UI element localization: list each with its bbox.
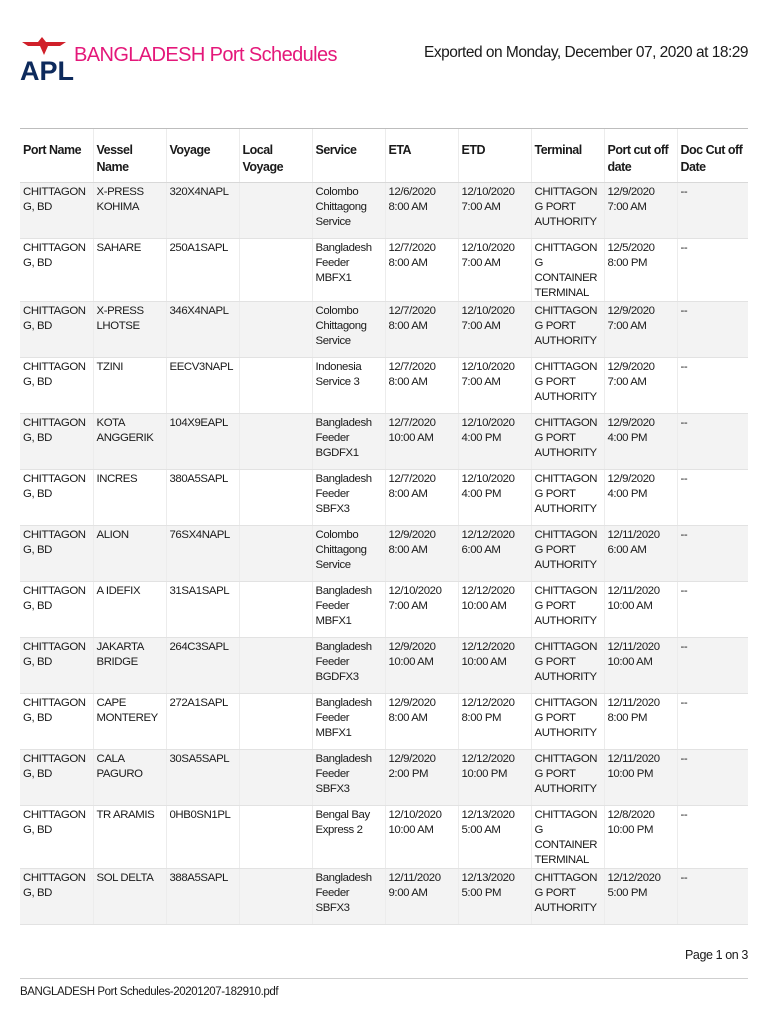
doc-cutoff-cell: --	[677, 470, 748, 526]
vessel-name-cell: INCRES	[93, 470, 166, 526]
etd-cell: 12/12/2020 10:00 AM	[458, 582, 531, 638]
service-cell: Bengal Bay Express 2	[312, 806, 385, 869]
voyage-cell: EECV3NAPL	[166, 358, 239, 414]
column-header: Terminal	[531, 129, 604, 183]
local-voyage-cell	[239, 694, 312, 750]
terminal-cell: CHITTAGONG PORT AUTHORITY	[531, 638, 604, 694]
etd-cell: 12/12/2020 8:00 PM	[458, 694, 531, 750]
service-cell: Colombo Chittagong Service	[312, 526, 385, 582]
local-voyage-cell	[239, 239, 312, 302]
schedule-table	[20, 128, 748, 925]
footer-divider	[20, 978, 748, 979]
service-cell: Bangladesh Feeder SBFX3	[312, 470, 385, 526]
etd-cell: 12/13/2020 5:00 PM	[458, 869, 531, 925]
terminal-cell: CHITTAGONG PORT AUTHORITY	[531, 183, 604, 239]
port-cutoff-cell: 12/11/2020 6:00 AM	[604, 526, 677, 582]
doc-cutoff-cell: --	[677, 414, 748, 470]
port-cutoff-cell: 12/11/2020 10:00 AM	[604, 582, 677, 638]
eta-cell: 12/7/2020 8:00 AM	[385, 302, 458, 358]
vessel-name-cell: SOL DELTA	[93, 869, 166, 925]
etd-cell: 12/12/2020 10:00 PM	[458, 750, 531, 806]
service-cell: Bangladesh Feeder SBFX3	[312, 750, 385, 806]
apl-logo	[20, 36, 74, 92]
vessel-name-cell: X-PRESS KOHIMA	[93, 183, 166, 239]
column-header: Port cut off date	[604, 129, 677, 183]
port-name-cell: CHITTAGONG, BD	[20, 582, 93, 638]
page-number: Page 1 on 3	[684, 948, 748, 962]
table-row	[20, 302, 748, 358]
etd-cell: 12/10/2020 7:00 AM	[458, 239, 531, 302]
voyage-cell: 250A1SAPL	[166, 239, 239, 302]
local-voyage-cell	[239, 582, 312, 638]
eta-cell: 12/9/2020 8:00 AM	[385, 526, 458, 582]
voyage-cell: 76SX4NAPL	[166, 526, 239, 582]
eta-cell: 12/10/2020 10:00 AM	[385, 806, 458, 869]
voyage-cell: 380A5SAPL	[166, 470, 239, 526]
eta-cell: 12/9/2020 2:00 PM	[385, 750, 458, 806]
table-row	[20, 638, 748, 694]
port-cutoff-cell: 12/12/2020 5:00 PM	[604, 869, 677, 925]
port-name-cell: CHITTAGONG, BD	[20, 694, 93, 750]
vessel-name-cell: SAHARE	[93, 239, 166, 302]
table-row	[20, 239, 748, 302]
port-name-cell: CHITTAGONG, BD	[20, 470, 93, 526]
port-name-cell: CHITTAGONG, BD	[20, 526, 93, 582]
terminal-cell: CHITTAGONG PORT AUTHORITY	[531, 414, 604, 470]
voyage-cell: 30SA5SAPL	[166, 750, 239, 806]
etd-cell: 12/12/2020 10:00 AM	[458, 638, 531, 694]
column-header: Local Voyage	[239, 129, 312, 183]
port-cutoff-cell: 12/5/2020 8:00 PM	[604, 239, 677, 302]
port-cutoff-cell: 12/8/2020 10:00 PM	[604, 806, 677, 869]
doc-cutoff-cell: --	[677, 638, 748, 694]
local-voyage-cell	[239, 750, 312, 806]
table-row	[20, 470, 748, 526]
service-cell: Bangladesh Feeder BGDFX3	[312, 638, 385, 694]
table-row	[20, 582, 748, 638]
doc-cutoff-cell: --	[677, 582, 748, 638]
table-row	[20, 358, 748, 414]
table-row	[20, 526, 748, 582]
terminal-cell: CHITTAGONG CONTAINER TERMINAL	[531, 239, 604, 302]
table-row	[20, 183, 748, 239]
eta-cell: 12/7/2020 8:00 AM	[385, 239, 458, 302]
column-header: Port Name	[20, 129, 93, 183]
port-name-cell: CHITTAGONG, BD	[20, 638, 93, 694]
etd-cell: 12/13/2020 5:00 AM	[458, 806, 531, 869]
doc-cutoff-cell: --	[677, 750, 748, 806]
vessel-name-cell: A IDEFIX	[93, 582, 166, 638]
etd-cell: 12/10/2020 7:00 AM	[458, 183, 531, 239]
etd-cell: 12/10/2020 4:00 PM	[458, 470, 531, 526]
vessel-name-cell: X-PRESS LHOTSE	[93, 302, 166, 358]
etd-cell: 12/10/2020 7:00 AM	[458, 358, 531, 414]
terminal-cell: CHITTAGONG PORT AUTHORITY	[531, 582, 604, 638]
eta-cell: 12/11/2020 9:00 AM	[385, 869, 458, 925]
service-cell: Colombo Chittagong Service	[312, 302, 385, 358]
local-voyage-cell	[239, 470, 312, 526]
voyage-cell: 104X9EAPL	[166, 414, 239, 470]
local-voyage-cell	[239, 183, 312, 239]
doc-cutoff-cell: --	[677, 869, 748, 925]
doc-cutoff-cell: --	[677, 806, 748, 869]
service-cell: Bangladesh Feeder MBFX1	[312, 582, 385, 638]
port-cutoff-cell: 12/11/2020 10:00 PM	[604, 750, 677, 806]
logo-text: APL	[20, 56, 74, 86]
voyage-cell: 264C3SAPL	[166, 638, 239, 694]
table-row	[20, 694, 748, 750]
vessel-name-cell: TR ARAMIS	[93, 806, 166, 869]
terminal-cell: CHITTAGONG PORT AUTHORITY	[531, 470, 604, 526]
vessel-name-cell: CALA PAGURO	[93, 750, 166, 806]
table-body	[20, 183, 748, 925]
column-header: ETD	[458, 129, 531, 183]
document-title: BANGLADESH Port Schedules	[74, 44, 337, 66]
eagle-icon	[20, 36, 68, 56]
port-name-cell: CHITTAGONG, BD	[20, 358, 93, 414]
footer-filename: BANGLADESH Port Schedules-20201207-182910.pdf	[20, 986, 279, 998]
etd-cell: 12/10/2020 7:00 AM	[458, 302, 531, 358]
terminal-cell: CHITTAGONG PORT AUTHORITY	[531, 302, 604, 358]
doc-cutoff-cell: --	[677, 239, 748, 302]
vessel-name-cell: JAKARTA BRIDGE	[93, 638, 166, 694]
terminal-cell: CHITTAGONG PORT AUTHORITY	[531, 526, 604, 582]
service-cell: Colombo Chittagong Service	[312, 183, 385, 239]
port-name-cell: CHITTAGONG, BD	[20, 239, 93, 302]
export-timestamp: Exported on Monday, December 07, 2020 at 18:29	[424, 44, 748, 61]
port-name-cell: CHITTAGONG, BD	[20, 302, 93, 358]
service-cell: Bangladesh Feeder MBFX1	[312, 239, 385, 302]
port-name-cell: CHITTAGONG, BD	[20, 183, 93, 239]
port-cutoff-cell: 12/11/2020 10:00 AM	[604, 638, 677, 694]
doc-cutoff-cell: --	[677, 302, 748, 358]
voyage-cell: 272A1SAPL	[166, 694, 239, 750]
eta-cell: 12/10/2020 7:00 AM	[385, 582, 458, 638]
local-voyage-cell	[239, 526, 312, 582]
vessel-name-cell: CAPE MONTEREY	[93, 694, 166, 750]
terminal-cell: CHITTAGONG CONTAINER TERMINAL	[531, 806, 604, 869]
port-name-cell: CHITTAGONG, BD	[20, 414, 93, 470]
column-header: Doc Cut off Date	[677, 129, 748, 183]
etd-cell: 12/10/2020 4:00 PM	[458, 414, 531, 470]
eta-cell: 12/7/2020 8:00 AM	[385, 470, 458, 526]
terminal-cell: CHITTAGONG PORT AUTHORITY	[531, 358, 604, 414]
doc-cutoff-cell: --	[677, 694, 748, 750]
voyage-cell: 320X4NAPL	[166, 183, 239, 239]
local-voyage-cell	[239, 414, 312, 470]
voyage-cell: 31SA1SAPL	[166, 582, 239, 638]
port-cutoff-cell: 12/11/2020 8:00 PM	[604, 694, 677, 750]
local-voyage-cell	[239, 806, 312, 869]
table-header-row	[20, 129, 748, 183]
column-header: ETA	[385, 129, 458, 183]
column-header: Vessel Name	[93, 129, 166, 183]
port-name-cell: CHITTAGONG, BD	[20, 750, 93, 806]
table-row	[20, 750, 748, 806]
table-row	[20, 869, 748, 925]
voyage-cell: 388A5SAPL	[166, 869, 239, 925]
terminal-cell: CHITTAGONG PORT AUTHORITY	[531, 750, 604, 806]
table-row	[20, 806, 748, 869]
doc-cutoff-cell: --	[677, 183, 748, 239]
port-cutoff-cell: 12/9/2020 4:00 PM	[604, 414, 677, 470]
doc-cutoff-cell: --	[677, 526, 748, 582]
local-voyage-cell	[239, 302, 312, 358]
service-cell: Bangladesh Feeder MBFX1	[312, 694, 385, 750]
service-cell: Indonesia Service 3	[312, 358, 385, 414]
column-header: Voyage	[166, 129, 239, 183]
vessel-name-cell: KOTA ANGGERIK	[93, 414, 166, 470]
port-cutoff-cell: 12/9/2020 4:00 PM	[604, 470, 677, 526]
etd-cell: 12/12/2020 6:00 AM	[458, 526, 531, 582]
local-voyage-cell	[239, 869, 312, 925]
eta-cell: 12/7/2020 8:00 AM	[385, 358, 458, 414]
port-cutoff-cell: 12/9/2020 7:00 AM	[604, 183, 677, 239]
eta-cell: 12/6/2020 8:00 AM	[385, 183, 458, 239]
column-header: Service	[312, 129, 385, 183]
terminal-cell: CHITTAGONG PORT AUTHORITY	[531, 694, 604, 750]
local-voyage-cell	[239, 358, 312, 414]
voyage-cell: 0HB0SN1PL	[166, 806, 239, 869]
service-cell: Bangladesh Feeder SBFX3	[312, 869, 385, 925]
port-name-cell: CHITTAGONG, BD	[20, 806, 93, 869]
port-cutoff-cell: 12/9/2020 7:00 AM	[604, 302, 677, 358]
eta-cell: 12/9/2020 8:00 AM	[385, 694, 458, 750]
vessel-name-cell: TZINI	[93, 358, 166, 414]
doc-cutoff-cell: --	[677, 358, 748, 414]
table-row	[20, 414, 748, 470]
terminal-cell: CHITTAGONG PORT AUTHORITY	[531, 869, 604, 925]
vessel-name-cell: ALION	[93, 526, 166, 582]
local-voyage-cell	[239, 638, 312, 694]
port-name-cell: CHITTAGONG, BD	[20, 869, 93, 925]
voyage-cell: 346X4NAPL	[166, 302, 239, 358]
port-cutoff-cell: 12/9/2020 7:00 AM	[604, 358, 677, 414]
eta-cell: 12/7/2020 10:00 AM	[385, 414, 458, 470]
service-cell: Bangladesh Feeder BGDFX1	[312, 414, 385, 470]
eta-cell: 12/9/2020 10:00 AM	[385, 638, 458, 694]
